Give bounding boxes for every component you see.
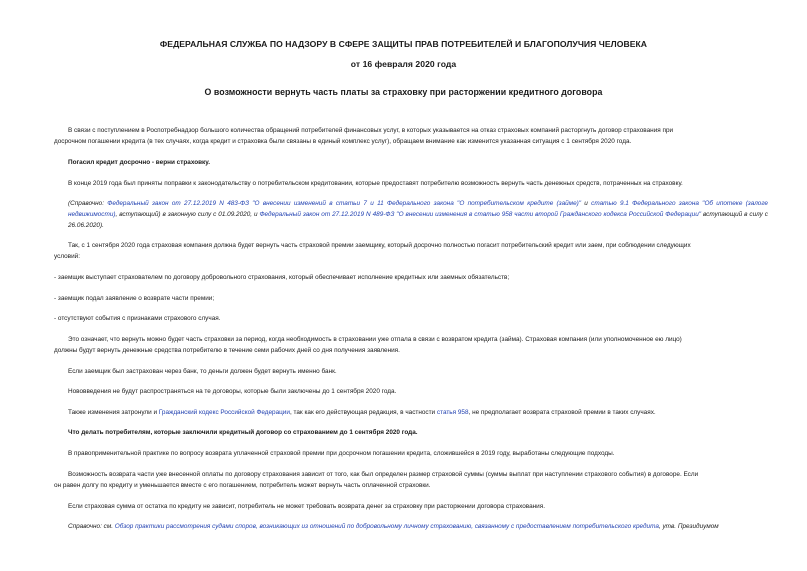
- section-heading-1: Погасил кредит досрочно - верни страховку.: [68, 159, 211, 166]
- paragraph-9-line-2: он равен долгу по кредиту и уменьшается вместе с его погашением, потребитель может вернуть часть оплаченной страховки.: [54, 482, 431, 489]
- paragraph-10: Если страховая сумма от остатка по кредиту не зависит, потребитель не может требовать возврата денег за страховку при расторжении договора страхования.: [68, 503, 545, 510]
- reference-note-1-and: и: [581, 200, 592, 207]
- reference-note-1-middle: , вступающий) в законную силу с 01.09.2020, и: [115, 211, 260, 218]
- paragraph-4-line-1: Это означает, что вернуть можно будет часть страховки за период, когда необходимость в страховании уже отпала в связи с возвратом кредита (займа). Страховая компания (или уполномоченное ею лицо): [68, 336, 682, 343]
- law-483-link[interactable]: Федеральный закон от 27.12.2019 N 483-ФЗ "О внесении изменений в статьи 7 и 11 Федерального закона "О потребительском кредите (займе)": [107, 200, 582, 207]
- list-item: - заемщик выступает страхователем по договору добровольного страхования, который обеспечивает исполнение кредитных или заемных обязательств;: [54, 274, 510, 281]
- article-958-link[interactable]: статья 958: [436, 409, 469, 416]
- paragraph-2: В конце 2019 года был приняты поправки к законодательству о потребительском кредитовании, которые предоставят потребителю возможность вернуть часть денежных средств, потраченных на страховку.: [68, 180, 683, 187]
- list-item: - заемщик подал заявление о возврате части премии;: [54, 295, 215, 302]
- paragraph-1-line-1: В связи с поступлением в Роспотребнадзор большого количества обращений потребителей финансовых услуг, в которых указывается на отказ страховых компаний расторгнуть договор страхования при: [68, 127, 674, 134]
- paragraph-7-end: , не предполагает возврата страховой премии в таких случаях.: [468, 409, 656, 416]
- agency-heading: ФЕДЕРАЛЬНАЯ СЛУЖБА ПО НАДЗОРУ В СФЕРЕ ЗАЩИТЫ ПРАВ ПОТРЕБИТЕЛЕЙ И БЛАГОПОЛУЧИЯ ЧЕЛОВЕКА: [159, 39, 648, 49]
- reference-note-2-suffix: , утв. Президиумом: [658, 523, 719, 530]
- court-practice-review-link[interactable]: Обзор практики рассмотрения судами споров, возникающих из отношений по добровольному личному страхованию, связанному с предоставлением потребительского кредита: [114, 523, 659, 530]
- paragraph-7: [68, 407, 768, 418]
- document-subject: О возможности вернуть часть платы за страховку при расторжении кредитного договора: [204, 87, 603, 97]
- reference-note-1-prefix: (Справочно:: [68, 200, 108, 207]
- paragraph-4-line-2: должны будут вернуть денежные средства потребителю в течение семи рабочих дней со дня получения заявления.: [54, 347, 400, 354]
- section-heading-2: Что делать потребителям, которые заключили кредитный договор со страхованием до 1 сентября 2020 года.: [68, 429, 418, 436]
- law-489-link[interactable]: Федеральный закон от 27.12.2019 N 489-ФЗ "О внесении изменения в статью 958 части второй Гражданского кодекса Российской Федерации": [259, 211, 702, 218]
- document-date: от 16 февраля 2020 года: [350, 59, 457, 69]
- list-item: - отсутствуют события с признаками страхового случая.: [54, 315, 221, 322]
- reference-note-1: [68, 198, 768, 231]
- paragraph-6: Нововведения не будут распространяться на те договоры, которые были заключены до 1 сентября 2020 года.: [68, 388, 397, 395]
- paragraph-3-line-2: условий:: [54, 253, 80, 260]
- reference-note-2-prefix: Справочно: см.: [68, 523, 115, 530]
- paragraph-5: Если заемщик был застрахован через банк, то деньги должен будет вернуть именно банк.: [68, 368, 337, 375]
- reference-note-2: [68, 521, 768, 532]
- paragraph-7-middle: , так как его действующая редакция, в частности: [289, 409, 437, 416]
- paragraph-8: В правоприменительной практике по вопросу возврата уплаченной страховой премии при досрочном погашении кредита, сложившейся в 2019 году, выработаны следующие подходы.: [68, 450, 615, 457]
- reference-note-1-suffix: вступающий в силу с 26.06.2020).: [68, 211, 768, 229]
- paragraph-9-line-1: Возможность возврата части уже внесенной оплаты по договору страхования зависит от того, как был определен размер страховой суммы (суммы выплат при наступлении страхового события) в договоре. Если: [68, 471, 699, 478]
- mortgage-law-link[interactable]: статью 9.1 Федерального закона "Об ипотеке (залоге недвижимости): [68, 200, 768, 218]
- paragraph-7-start: Также изменения затронули и: [68, 409, 159, 416]
- paragraph-1-line-2: досрочном погашении кредита (в тех случаях, когда кредит и страховка были связаны в единый комплекс услуг), обращаем внимание как изменится указанная ситуация с 1 сентября 2020 года.: [54, 138, 632, 145]
- paragraph-3-line-1: Так, с 1 сентября 2020 года страховая компания должна будет вернуть часть страховой премии заемщику, который досрочно полностью погасит потребительский кредит или заем, при соблюдении следующих: [68, 242, 691, 249]
- civil-code-link[interactable]: Гражданский кодекс Российской Федерации: [158, 409, 290, 416]
